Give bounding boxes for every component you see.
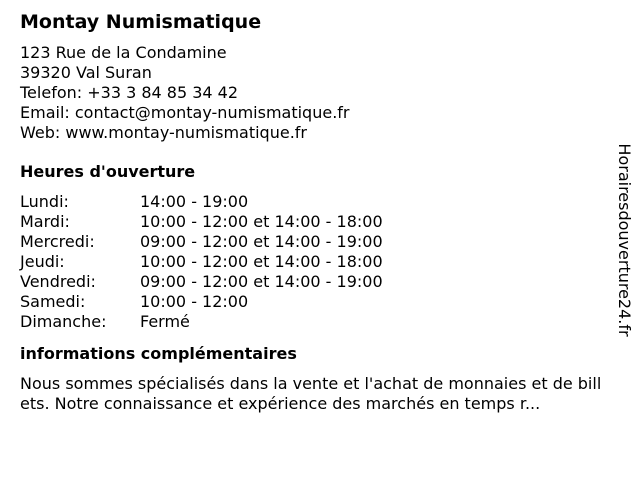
hours-day: Dimanche: xyxy=(20,312,107,331)
phone-line[interactable]: Telefon: +33 3 84 85 34 42 xyxy=(20,83,239,102)
business-card xyxy=(20,10,610,414)
email-line[interactable]: Email: contact@montay-numismatique.fr xyxy=(20,103,350,122)
hours-row-tuesday xyxy=(20,212,610,232)
hours-heading: Heures d'ouverture xyxy=(20,162,196,181)
hours-time: 09:00 - 12:00 et 14:00 - 19:00 xyxy=(140,272,383,291)
web-line[interactable]: Web: www.montay-numismatique.fr xyxy=(20,123,307,142)
hours-time: 10:00 - 12:00 et 14:00 - 18:00 xyxy=(140,212,383,231)
hours-time: 14:00 - 19:00 xyxy=(140,192,249,211)
info-heading: informations complémentaires xyxy=(20,344,297,363)
hours-row-sunday xyxy=(20,312,610,332)
site-watermark: Horairesdouverture24.fr xyxy=(615,143,634,337)
hours-time: Fermé xyxy=(140,312,190,331)
hours-row-wednesday xyxy=(20,232,610,252)
hours-day: Lundi: xyxy=(20,192,69,211)
hours-row-friday xyxy=(20,272,610,292)
info-text: Nous sommes spécialisés dans la vente et l'achat de monnaies et de billets. Notre connaissance et expérience des marchés en temps r... xyxy=(20,374,602,413)
hours-day: Mercredi: xyxy=(20,232,95,251)
hours-day: Samedi: xyxy=(20,292,86,311)
hours-table xyxy=(20,192,610,332)
hours-day: Mardi: xyxy=(20,212,70,231)
address-city: 39320 Val Suran xyxy=(20,63,152,82)
address-street: 123 Rue de la Condamine xyxy=(20,43,227,62)
hours-time: 10:00 - 12:00 et 14:00 - 18:00 xyxy=(140,252,383,271)
hours-row-saturday xyxy=(20,292,610,312)
hours-time: 09:00 - 12:00 et 14:00 - 19:00 xyxy=(140,232,383,251)
business-name: Montay Numismatique xyxy=(20,11,262,33)
hours-day: Vendredi: xyxy=(20,272,96,291)
hours-time: 10:00 - 12:00 xyxy=(140,292,249,311)
hours-row-thursday xyxy=(20,252,610,272)
hours-day: Jeudi: xyxy=(20,252,65,271)
hours-row-monday xyxy=(20,192,610,212)
